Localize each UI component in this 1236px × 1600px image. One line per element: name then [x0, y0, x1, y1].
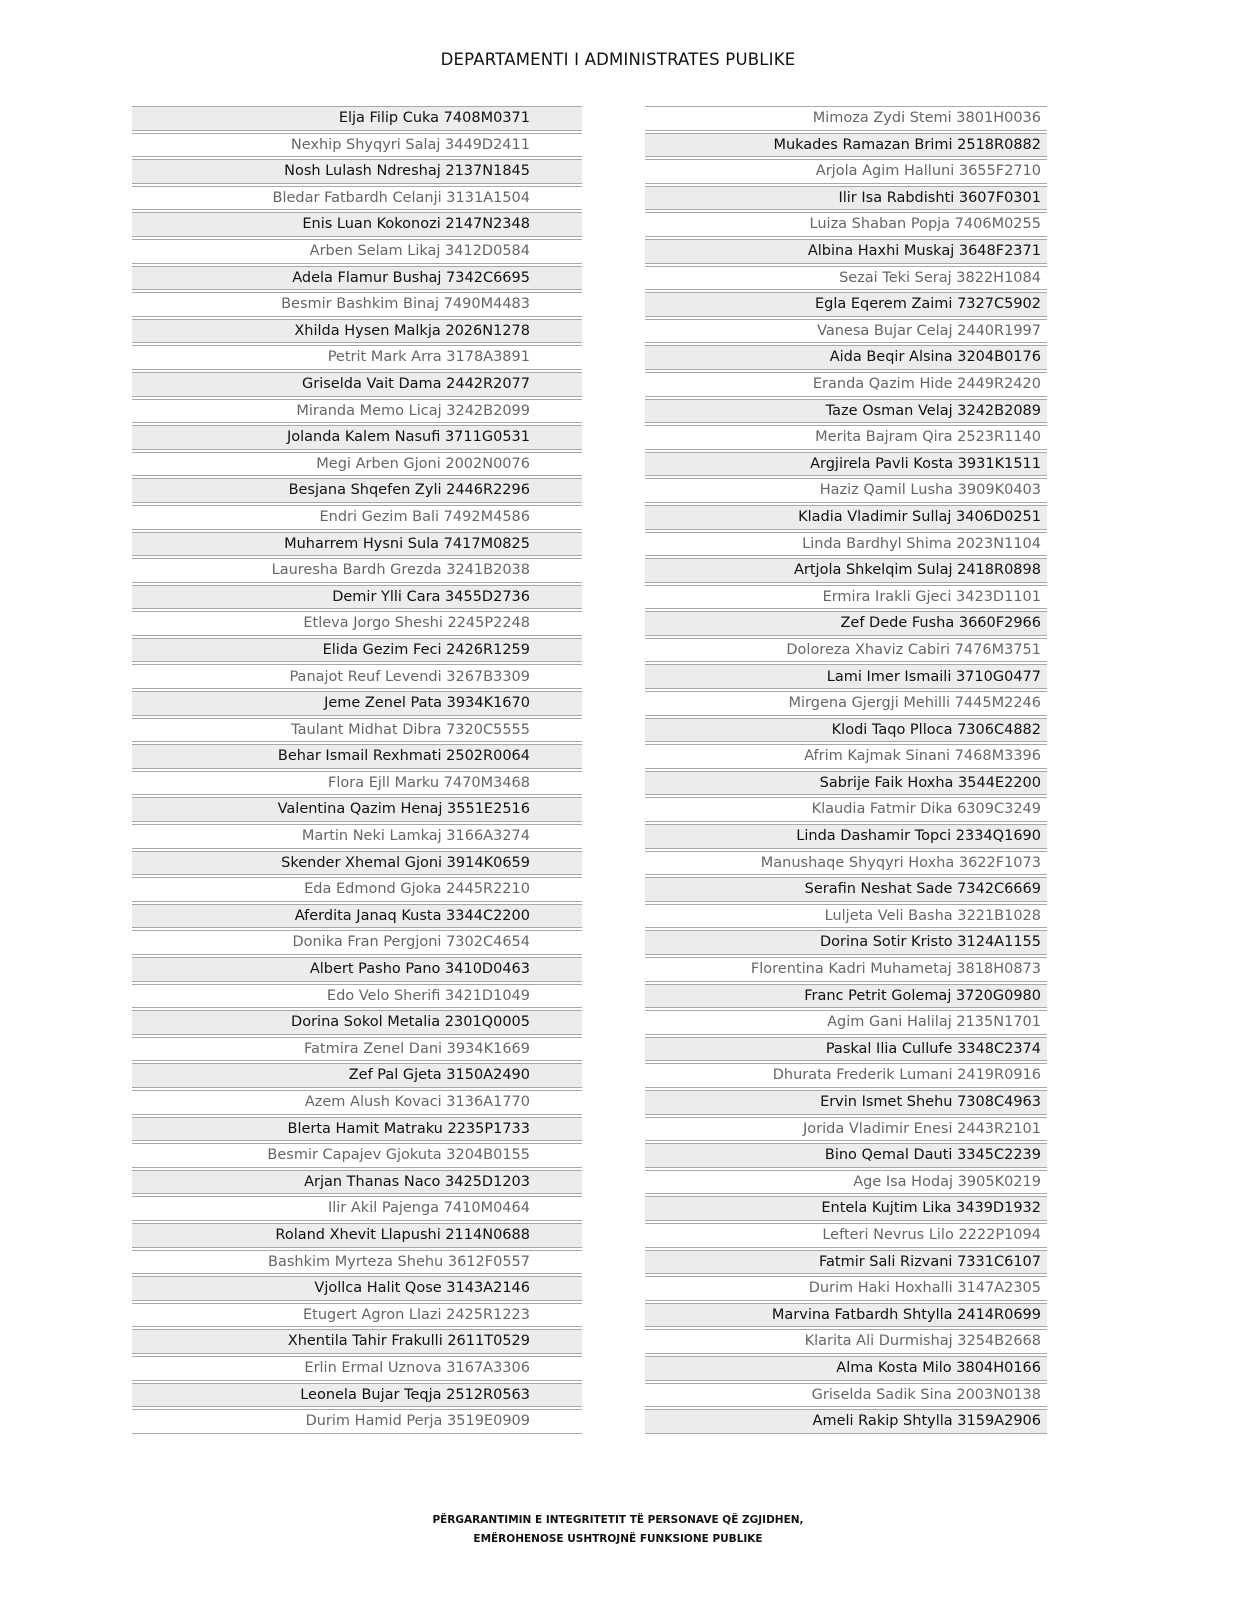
list-item: Azem Alush Kovaci 3136A1770 [132, 1090, 582, 1115]
footer-line-1: PËRGARANTIMIN E INTEGRITETIT TË PERSONAVE QË ZGJIDHEN, [432, 1514, 804, 1526]
list-item: Elida Gezim Feci 2426R1259 [132, 638, 582, 663]
list-item: Luljeta Veli Basha 3221B1028 [645, 904, 1047, 929]
list-item: Fatmir Sali Rizvani 7331C6107 [645, 1250, 1047, 1275]
list-item: Doloreza Xhaviz Cabiri 7476M3751 [645, 638, 1047, 663]
left-name-list [132, 106, 582, 1436]
list-item: Vanesa Bujar Celaj 2440R1997 [645, 319, 1047, 344]
list-item: Dhurata Frederik Lumani 2419R0916 [645, 1063, 1047, 1088]
list-item: Aida Beqir Alsina 3204B0176 [645, 345, 1047, 370]
list-item: Luiza Shaban Popja 7406M0255 [645, 212, 1047, 237]
list-item: Griselda Sadik Sina 2003N0138 [645, 1383, 1047, 1408]
list-item: Kladia Vladimir Sullaj 3406D0251 [645, 505, 1047, 530]
list-item: Age Isa Hodaj 3905K0219 [645, 1170, 1047, 1195]
list-item: Albert Pasho Pano 3410D0463 [132, 957, 582, 982]
list-item: Zef Pal Gjeta 3150A2490 [132, 1063, 582, 1088]
list-item: Agim Gani Halilaj 2135N1701 [645, 1010, 1047, 1035]
page-footer [0, 1511, 1236, 1549]
list-item: Argjirela Pavli Kosta 3931K1511 [645, 452, 1047, 477]
list-item: Miranda Memo Licaj 3242B2099 [132, 399, 582, 424]
list-item: Dorina Sokol Metalia 2301Q0005 [132, 1010, 582, 1035]
list-item: Endri Gezim Bali 7492M4586 [132, 505, 582, 530]
list-item: Merita Bajram Qira 2523R1140 [645, 425, 1047, 450]
list-item: Arben Selam Likaj 3412D0584 [132, 239, 582, 264]
footer-line-2: EMËROHENOSE USHTROJNË FUNKSIONE PUBLIKE [473, 1533, 763, 1545]
list-item: Panajot Reuf Levendi 3267B3309 [132, 664, 582, 689]
list-item: Erlin Ermal Uznova 3167A3306 [132, 1356, 582, 1381]
list-item: Flora Ejll Marku 7470M3468 [132, 771, 582, 796]
list-item: Klarita Ali Durmishaj 3254B2668 [645, 1329, 1047, 1354]
list-item: Lauresha Bardh Grezda 3241B2038 [132, 558, 582, 583]
list-item: Linda Dashamir Topci 2334Q1690 [645, 824, 1047, 849]
list-item: Manushaqe Shyqyri Hoxha 3622F1073 [645, 851, 1047, 876]
list-item: Jorida Vladimir Enesi 2443R2101 [645, 1117, 1047, 1142]
list-item: Donika Fran Pergjoni 7302C4654 [132, 930, 582, 955]
list-item: Bashkim Myrteza Shehu 3612F0557 [132, 1250, 582, 1275]
list-item: Arjola Agim Halluni 3655F2710 [645, 159, 1047, 184]
list-item: Durim Hamid Perja 3519E0909 [132, 1409, 582, 1434]
list-item: Etugert Agron Llazi 2425R1223 [132, 1303, 582, 1328]
list-item: Artjola Shkelqim Sulaj 2418R0898 [645, 558, 1047, 583]
right-name-list [645, 106, 1047, 1436]
list-item: Dorina Sotir Kristo 3124A1155 [645, 930, 1047, 955]
list-item: Muharrem Hysni Sula 7417M0825 [132, 532, 582, 557]
list-item: Albina Haxhi Muskaj 3648F2371 [645, 239, 1047, 264]
list-item: Alma Kosta Milo 3804H0166 [645, 1356, 1047, 1381]
list-item: Eda Edmond Gjoka 2445R2210 [132, 877, 582, 902]
list-item: Durim Haki Hoxhalli 3147A2305 [645, 1276, 1047, 1301]
list-item: Valentina Qazim Henaj 3551E2516 [132, 797, 582, 822]
list-item: Leonela Bujar Teqja 2512R0563 [132, 1383, 582, 1408]
list-item: Bledar Fatbardh Celanji 3131A1504 [132, 186, 582, 211]
list-item: Arjan Thanas Naco 3425D1203 [132, 1170, 582, 1195]
list-item: Mimoza Zydi Stemi 3801H0036 [645, 106, 1047, 131]
list-item: Nosh Lulash Ndreshaj 2137N1845 [132, 159, 582, 184]
list-item: Klodi Taqo Plloca 7306C4882 [645, 718, 1047, 743]
list-item: Aferdita Janaq Kusta 3344C2200 [132, 904, 582, 929]
list-item: Blerta Hamit Matraku 2235P1733 [132, 1117, 582, 1142]
list-item: Haziz Qamil Lusha 3909K0403 [645, 478, 1047, 503]
page-title: DEPARTAMENTI I ADMINISTRATES PUBLIKE [440, 50, 796, 69]
list-item: Etleva Jorgo Sheshi 2245P2248 [132, 611, 582, 636]
list-item: Klaudia Fatmir Dika 6309C3249 [645, 797, 1047, 822]
list-item: Behar Ismail Rexhmati 2502R0064 [132, 744, 582, 769]
list-item: Taulant Midhat Dibra 7320C5555 [132, 718, 582, 743]
list-item: Edo Velo Sherifi 3421D1049 [132, 984, 582, 1009]
list-item: Jeme Zenel Pata 3934K1670 [132, 691, 582, 716]
list-item: Xhilda Hysen Malkja 2026N1278 [132, 319, 582, 344]
list-item: Vjollca Halit Qose 3143A2146 [132, 1276, 582, 1301]
list-item: Mirgena Gjergji Mehilli 7445M2246 [645, 691, 1047, 716]
list-item: Eranda Qazim Hide 2449R2420 [645, 372, 1047, 397]
list-item: Ermira Irakli Gjeci 3423D1101 [645, 585, 1047, 610]
list-item: Bino Qemal Dauti 3345C2239 [645, 1143, 1047, 1168]
list-item: Marvina Fatbardh Shtylla 2414R0699 [645, 1303, 1047, 1328]
list-item: Ilir Akil Pajenga 7410M0464 [132, 1196, 582, 1221]
list-item: Egla Eqerem Zaimi 7327C5902 [645, 292, 1047, 317]
list-item: Serafin Neshat Sade 7342C6669 [645, 877, 1047, 902]
list-item: Zef Dede Fusha 3660F2966 [645, 611, 1047, 636]
list-item: Paskal Ilia Cullufe 3348C2374 [645, 1037, 1047, 1062]
list-item: Linda Bardhyl Shima 2023N1104 [645, 532, 1047, 557]
list-item: Jolanda Kalem Nasufi 3711G0531 [132, 425, 582, 450]
list-item: Besmir Bashkim Binaj 7490M4483 [132, 292, 582, 317]
list-item: Besmir Capajev Gjokuta 3204B0155 [132, 1143, 582, 1168]
list-item: Franc Petrit Golemaj 3720G0980 [645, 984, 1047, 1009]
list-item: Afrim Kajmak Sinani 7468M3396 [645, 744, 1047, 769]
list-item: Enis Luan Kokonozi 2147N2348 [132, 212, 582, 237]
list-item: Elja Filip Cuka 7408M0371 [132, 106, 582, 131]
list-item: Adela Flamur Bushaj 7342C6695 [132, 266, 582, 291]
list-item: Besjana Shqefen Zyli 2446R2296 [132, 478, 582, 503]
list-item: Lami Imer Ismaili 3710G0477 [645, 664, 1047, 689]
list-item: Lefteri Nevrus Lilo 2222P1094 [645, 1223, 1047, 1248]
list-item: Nexhip Shyqyri Salaj 3449D2411 [132, 133, 582, 158]
list-item: Ilir Isa Rabdishti 3607F0301 [645, 186, 1047, 211]
list-item: Xhentila Tahir Frakulli 2611T0529 [132, 1329, 582, 1354]
list-item: Taze Osman Velaj 3242B2089 [645, 399, 1047, 424]
list-item: Mukades Ramazan Brimi 2518R0882 [645, 133, 1047, 158]
list-item: Demir Ylli Cara 3455D2736 [132, 585, 582, 610]
list-item: Sezai Teki Seraj 3822H1084 [645, 266, 1047, 291]
list-item: Megi Arben Gjoni 2002N0076 [132, 452, 582, 477]
list-item: Sabrije Faik Hoxha 3544E2200 [645, 771, 1047, 796]
list-item: Ameli Rakip Shtylla 3159A2906 [645, 1409, 1047, 1434]
list-item: Petrit Mark Arra 3178A3891 [132, 345, 582, 370]
list-item: Skender Xhemal Gjoni 3914K0659 [132, 851, 582, 876]
list-item: Griselda Vait Dama 2442R2077 [132, 372, 582, 397]
list-item: Ervin Ismet Shehu 7308C4963 [645, 1090, 1047, 1115]
list-item: Fatmira Zenel Dani 3934K1669 [132, 1037, 582, 1062]
list-item: Roland Xhevit Llapushi 2114N0688 [132, 1223, 582, 1248]
list-item: Martin Neki Lamkaj 3166A3274 [132, 824, 582, 849]
list-item: Entela Kujtim Lika 3439D1932 [645, 1196, 1047, 1221]
list-item: Florentina Kadri Muhametaj 3818H0873 [645, 957, 1047, 982]
